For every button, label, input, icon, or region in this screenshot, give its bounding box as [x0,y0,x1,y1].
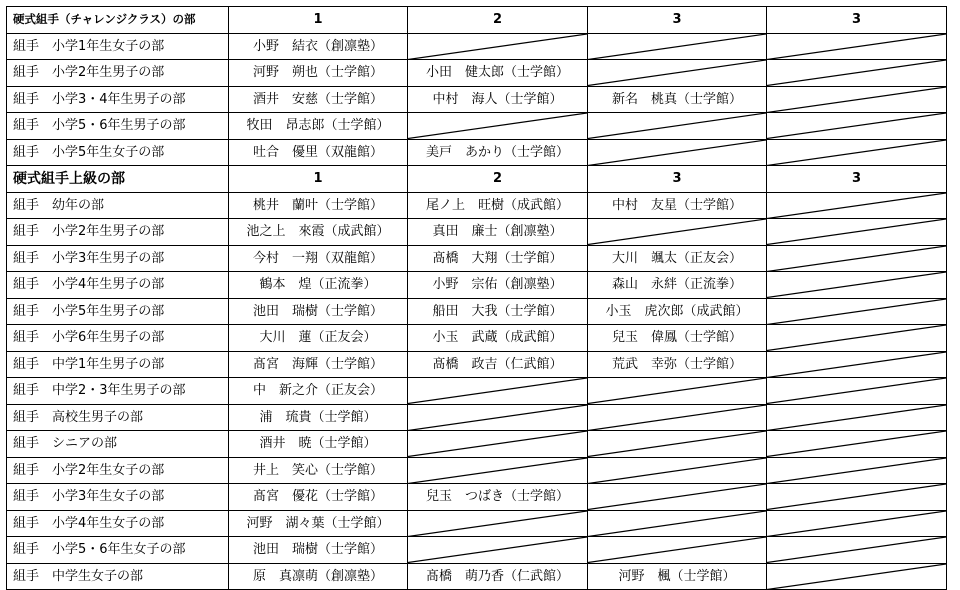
winner-cell: 小玉 虎次郎（成武館） [588,298,767,325]
empty-slash-icon [408,537,587,563]
empty-slash-icon [408,378,587,404]
winner-cell: 池田 瑞樹（士学館） [229,298,408,325]
empty-cell [767,563,947,590]
category-label: 組手 小学2年生女子の部 [7,457,229,484]
empty-slash-icon [408,405,587,431]
winner-cell: 桃井 蘭叶（士学館） [229,192,408,219]
empty-cell [588,113,767,140]
empty-cell [588,219,767,246]
winner-cell: 髙橋 政吉（仁武館） [408,351,588,378]
empty-cell [408,431,588,458]
empty-cell [588,378,767,405]
table-row [7,325,947,352]
rank-header: 3 [767,166,947,193]
empty-slash-icon [767,378,946,404]
empty-cell [767,404,947,431]
winner-cell: 酒井 安慈（士学館） [229,86,408,113]
winner-cell: 美戸 あかり（士学館） [408,139,588,166]
winner-cell: 中村 友星（士学館） [588,192,767,219]
results-table-body [7,7,947,590]
empty-cell [767,484,947,511]
empty-cell [767,245,947,272]
rank-header: 1 [229,7,408,34]
category-label: 組手 小学2年生男子の部 [7,60,229,87]
winner-cell: 真田 廉士（創凛塾） [408,219,588,246]
empty-slash-icon [588,378,766,404]
empty-cell [767,351,947,378]
empty-slash-icon [408,431,587,457]
empty-slash-icon [767,193,946,219]
table-row [7,60,947,87]
empty-cell [588,457,767,484]
category-label: 組手 小学3・4年生男子の部 [7,86,229,113]
table-row [7,510,947,537]
category-label: 組手 中学1年生男子の部 [7,351,229,378]
empty-slash-icon [588,60,766,86]
empty-slash-icon [767,564,946,590]
winner-cell: 森山 永絆（正流拳） [588,272,767,299]
rank-header: 3 [767,7,947,34]
winner-cell: 池田 瑞樹（士学館） [229,537,408,564]
table-row [7,378,947,405]
empty-cell [767,60,947,87]
empty-slash-icon [588,484,766,510]
winner-cell: 今村 一翔（双龍館） [229,245,408,272]
empty-slash-icon [767,272,946,298]
table-row [7,351,947,378]
empty-cell [408,510,588,537]
empty-slash-icon [408,511,587,537]
empty-cell [588,431,767,458]
rank-header: 3 [588,7,767,34]
winner-cell: 髙宮 優花（士学館） [229,484,408,511]
table-row [7,537,947,564]
winner-cell: 小玉 武蔵（成武館） [408,325,588,352]
section-header-row [7,7,947,34]
category-label: 組手 小学5年生女子の部 [7,139,229,166]
winner-cell: 酒井 暁（士学館） [229,431,408,458]
winner-cell: 兒玉 偉鳳（士学館） [588,325,767,352]
winner-cell: 小田 健太郎（士学館） [408,60,588,87]
winner-cell: 髙橋 萌乃香（仁武館） [408,563,588,590]
empty-cell [767,33,947,60]
empty-cell [408,113,588,140]
empty-cell [588,33,767,60]
empty-slash-icon [767,537,946,563]
empty-slash-icon [588,34,766,60]
empty-slash-icon [588,113,766,139]
empty-cell [408,378,588,405]
winner-cell: 小野 結衣（創凛塾） [229,33,408,60]
empty-cell [588,60,767,87]
empty-cell [767,113,947,140]
category-label: 組手 幼年の部 [7,192,229,219]
winner-cell: 中村 海人（士学館） [408,86,588,113]
empty-cell [767,139,947,166]
winner-cell: 河野 湖々葉（士学館） [229,510,408,537]
empty-slash-icon [767,352,946,378]
empty-cell [767,325,947,352]
empty-slash-icon [767,484,946,510]
empty-slash-icon [588,511,766,537]
category-label: 組手 小学4年生男子の部 [7,272,229,299]
category-label: 組手 小学1年生女子の部 [7,33,229,60]
winner-cell: 浦 琉貴（士学館） [229,404,408,431]
table-row [7,404,947,431]
table-row [7,431,947,458]
category-label: 組手 シニアの部 [7,431,229,458]
empty-cell [408,404,588,431]
table-row [7,272,947,299]
category-label: 組手 小学3年生男子の部 [7,245,229,272]
empty-cell [588,537,767,564]
empty-cell [767,537,947,564]
winner-cell: 池之上 來霞（成武館） [229,219,408,246]
empty-cell [767,298,947,325]
category-label: 組手 小学6年生男子の部 [7,325,229,352]
category-label: 組手 小学3年生女子の部 [7,484,229,511]
empty-cell [767,86,947,113]
results-table [6,6,947,590]
category-label: 組手 中学生女子の部 [7,563,229,590]
empty-slash-icon [588,431,766,457]
category-label: 組手 中学2・3年生男子の部 [7,378,229,405]
empty-slash-icon [767,34,946,60]
table-row [7,245,947,272]
table-row [7,192,947,219]
section-title: 硬式組手（チャレンジクラス）の部 [7,7,229,34]
table-row [7,563,947,590]
empty-slash-icon [588,458,766,484]
winner-cell: 新名 桃真（士学館） [588,86,767,113]
winner-cell: 中 新之介（正友会） [229,378,408,405]
winner-cell: 原 真凛萌（創凛塾） [229,563,408,590]
category-label: 組手 小学4年生女子の部 [7,510,229,537]
winner-cell: 大川 蓮（正友会） [229,325,408,352]
category-label: 組手 小学2年生男子の部 [7,219,229,246]
winner-cell: 鶴本 煌（正流拳） [229,272,408,299]
empty-cell [588,139,767,166]
empty-slash-icon [767,325,946,351]
winner-cell: 牧田 昂志郎（士学館） [229,113,408,140]
empty-slash-icon [588,140,766,166]
category-label: 組手 小学5・6年生女子の部 [7,537,229,564]
rank-header: 2 [408,7,588,34]
winner-cell: 井上 笑心（士学館） [229,457,408,484]
rank-header: 2 [408,166,588,193]
winner-cell: 吐合 優里（双龍館） [229,139,408,166]
empty-cell [588,404,767,431]
winner-cell: 大川 颯太（正友会） [588,245,767,272]
empty-slash-icon [408,34,587,60]
empty-slash-icon [767,458,946,484]
winner-cell: 小野 宗佑（創凛塾） [408,272,588,299]
table-row [7,457,947,484]
empty-cell [767,457,947,484]
winner-cell: 河野 朔也（士学館） [229,60,408,87]
empty-slash-icon [408,113,587,139]
empty-cell [588,484,767,511]
table-row [7,219,947,246]
empty-slash-icon [588,219,766,245]
empty-cell [408,457,588,484]
winner-cell: 船田 大我（士学館） [408,298,588,325]
empty-cell [588,510,767,537]
empty-cell [767,219,947,246]
empty-slash-icon [588,537,766,563]
section-title: 硬式組手上級の部 [7,166,229,193]
empty-slash-icon [767,431,946,457]
category-label: 組手 小学5・6年生男子の部 [7,113,229,140]
empty-slash-icon [588,405,766,431]
winner-cell: 河野 楓（士学館） [588,563,767,590]
empty-cell [767,431,947,458]
empty-slash-icon [767,140,946,166]
table-row [7,139,947,166]
empty-slash-icon [767,405,946,431]
empty-slash-icon [767,299,946,325]
empty-slash-icon [767,246,946,272]
results-sheet [6,6,947,590]
table-row [7,86,947,113]
empty-slash-icon [767,511,946,537]
winner-cell: 髙宮 海輝（士学館） [229,351,408,378]
empty-cell [408,33,588,60]
empty-cell [767,192,947,219]
empty-cell [408,537,588,564]
winner-cell: 髙橋 大翔（士学館） [408,245,588,272]
empty-slash-icon [767,113,946,139]
empty-slash-icon [767,60,946,86]
empty-cell [767,272,947,299]
rank-header: 3 [588,166,767,193]
winner-cell: 荒武 幸弥（士学館） [588,351,767,378]
category-label: 組手 高校生男子の部 [7,404,229,431]
table-row [7,484,947,511]
table-row [7,113,947,140]
rank-header: 1 [229,166,408,193]
empty-cell [767,378,947,405]
winner-cell: 尾ノ上 旺樹（成武館） [408,192,588,219]
empty-cell [767,510,947,537]
empty-slash-icon [767,219,946,245]
empty-slash-icon [408,458,587,484]
category-label: 組手 小学5年生男子の部 [7,298,229,325]
table-row [7,298,947,325]
winner-cell: 兒玉 つばき（士学館） [408,484,588,511]
section-header-row [7,166,947,193]
empty-slash-icon [767,87,946,113]
table-row [7,33,947,60]
